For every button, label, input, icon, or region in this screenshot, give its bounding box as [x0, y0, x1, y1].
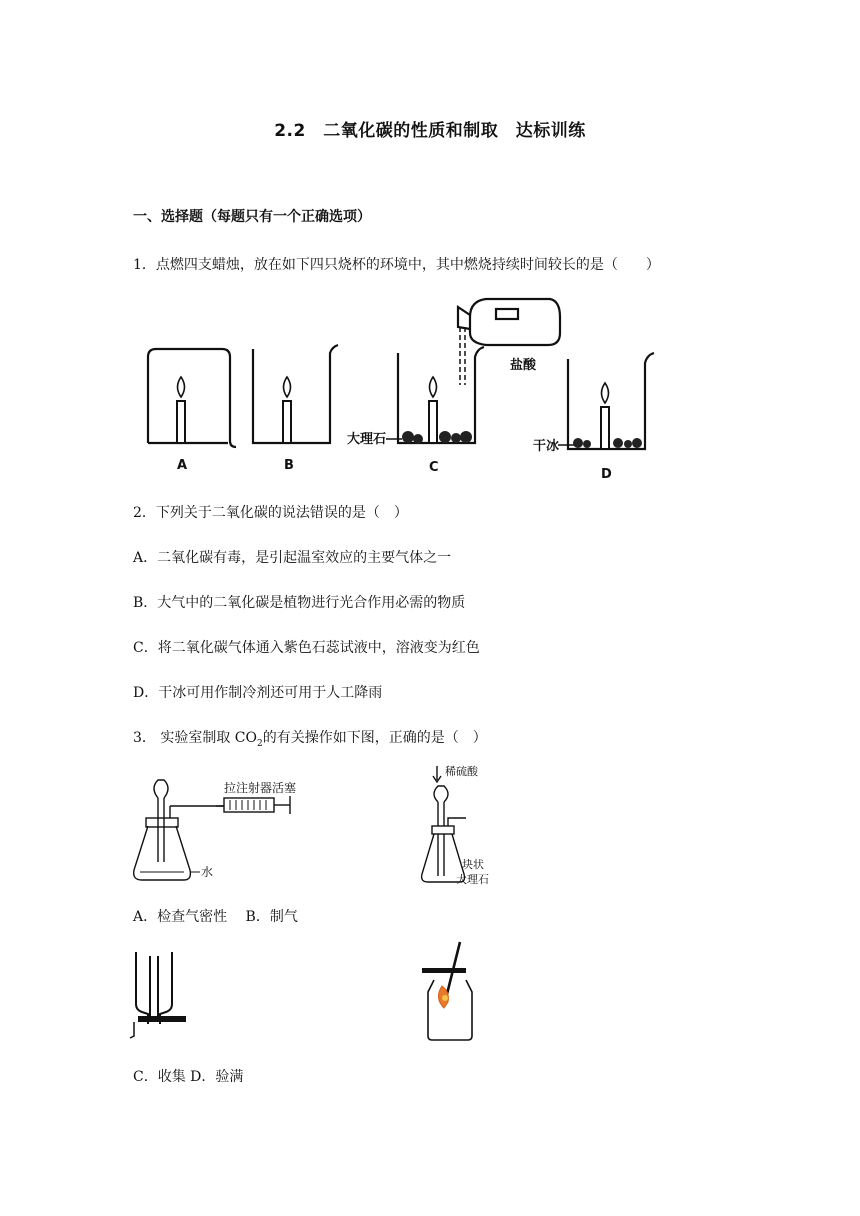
beaker-b [253, 345, 338, 443]
label-syringe: 拉注射器活塞 [224, 781, 297, 795]
question-3 [133, 727, 487, 749]
q3-text-suffix: 的有关操作如下图，正确的是（ ） [262, 730, 487, 746]
q2-option-d: D．干冰可用作制冷剂还可用于人工降雨 [133, 685, 383, 701]
label-a: A [177, 458, 188, 473]
q3-caption-cd: C．收集 D．验满 [133, 1069, 244, 1085]
beaker-c [398, 347, 484, 443]
label-c: C [429, 460, 439, 475]
section-heading: 一、选择题（每题只有一个正确选项） [133, 209, 371, 225]
flame-b [284, 377, 291, 397]
page-title: 2.2 二氧化碳的性质和制取 达标训练 [274, 121, 586, 141]
flame-c [430, 377, 437, 397]
candle-c [429, 401, 437, 443]
question-2: 2．下列关于二氧化碳的说法错误的是（ ） [133, 505, 408, 521]
q3-text-prefix: 3． 实验室制取 CO [133, 730, 257, 746]
label-block: 块状 [462, 858, 484, 871]
label-dilute-sulfuric-acid: 稀硫酸 [445, 765, 478, 778]
beaker-d [568, 353, 654, 449]
label-marble: 大理石 [347, 432, 387, 447]
flame-a [178, 377, 185, 397]
reagent-bottle [470, 299, 560, 345]
candle-b [283, 401, 291, 443]
q3-figure-b-preparation [416, 762, 526, 888]
label-dry-ice: 干冰 [533, 439, 560, 454]
question-1: 1．点燃四支蜡烛，放在如下四只烧杯的环境中，其中燃烧持续时间较长的是（ ） [133, 257, 660, 273]
q2-option-b: B．大气中的二氧化碳是植物进行光合作用必需的物质 [133, 595, 466, 611]
q3-figure-d-full-check [420, 940, 480, 1044]
q2-option-c: C．将二氧化碳气体通入紫色石蕊试液中，溶液变为红色 [133, 640, 480, 656]
candle-d [601, 407, 609, 449]
label-hydrochloric-acid: 盐酸 [510, 358, 537, 373]
q1-beakers-figure [140, 283, 660, 488]
flame-d [602, 383, 609, 403]
label-b: B [284, 458, 294, 473]
q3-figure-c-collection [128, 950, 198, 1042]
q3-caption-ab: A．检查气密性 B．制气 [133, 909, 298, 925]
label-d: D [601, 467, 612, 482]
label-fig-b-marble: 大理石 [456, 873, 489, 886]
candle-a [177, 401, 185, 443]
label-water: 水 [201, 865, 214, 879]
q2-option-a: A．二氧化碳有毒，是引起温室效应的主要气体之一 [133, 550, 452, 566]
q3-figure-a-airtightness [128, 762, 308, 888]
q3-text-sub: 2 [257, 738, 263, 749]
beaker-a [148, 349, 236, 447]
